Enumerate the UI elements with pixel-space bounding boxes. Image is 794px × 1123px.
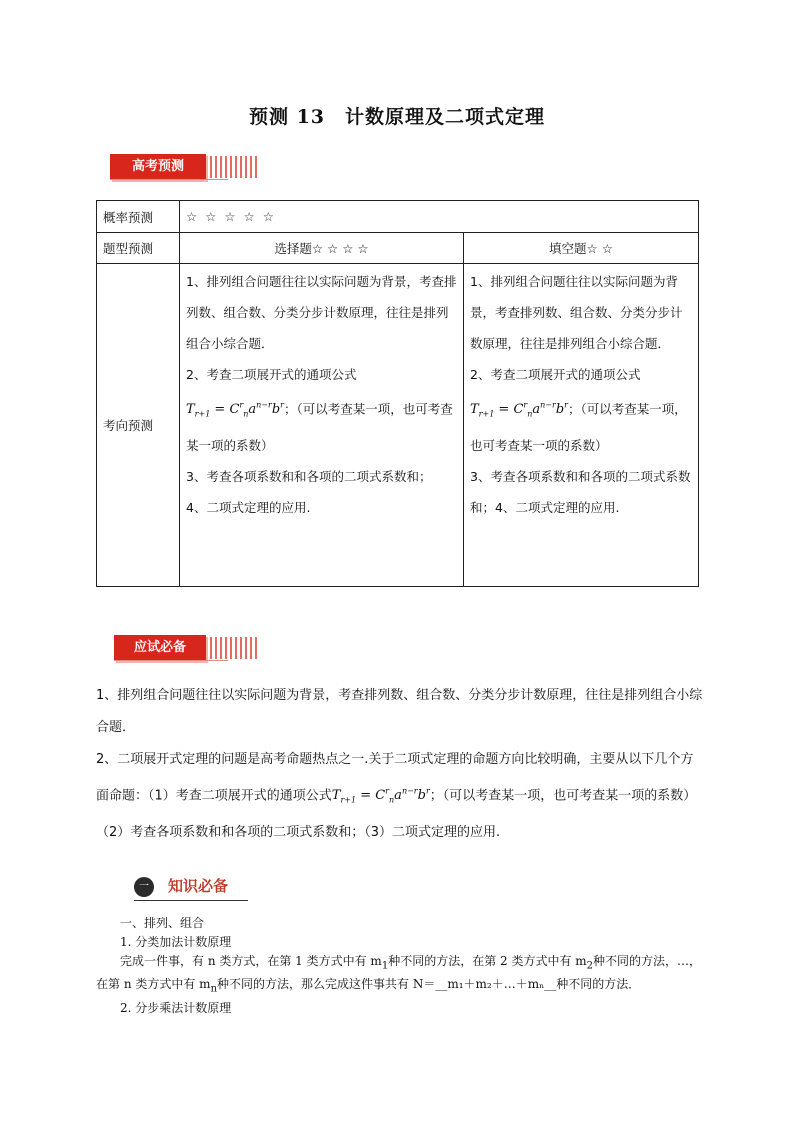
choice-point-3: [186, 390, 457, 461]
general-term-formula: $T_{r+1} = C^r_na^{n-r}b^r$: [470, 401, 568, 419]
page-title: 预测 13 计数原理及二项式定理: [248, 106, 546, 128]
fill-point-3: [470, 390, 692, 461]
fill-point-4: 3、考查各项系数和和各项的二项式系数和；4、二项式定理的应用.: [470, 468, 691, 515]
direction-choice-cell: [180, 264, 464, 587]
multiplication-principle-title: 2. 分步乘法计数原理: [120, 1000, 232, 1015]
banner-yingshi: [114, 635, 234, 661]
addition-text-a: 完成一件事，有 n 类方式，在第 1 类方式中有 m: [120, 954, 382, 968]
type-fill: 填空题☆ ☆: [464, 233, 699, 264]
addition-text-e: 种不同的方法．: [556, 977, 641, 992]
banner-yingshi-label: 应试必备: [114, 635, 206, 661]
section-number-icon: 一: [134, 877, 154, 897]
choice-point-5: 4、二项式定理的应用.: [186, 499, 311, 515]
type-choice: 选择题☆ ☆ ☆ ☆: [180, 233, 464, 264]
section-permutation: 一、排列、组合: [120, 916, 205, 930]
fill-point-1: 1、排列组合问题往往以实际问题为背景，考查排列数、组合数、分类分步计数原理，往往是排列组合小综合题．: [470, 274, 683, 351]
choice-point-3-text: ；（可以考查某一项，也可考查某一项的系数）: [186, 401, 453, 453]
essential-point-2-tail: ；（可以考查某一项，也可考查某一项的系数）（2）考查各项系数和和各项的二项式系数和；（3）二项式定理的应用.: [96, 788, 697, 840]
addition-principle-title: 1. 分类加法计数原理: [120, 935, 232, 949]
addition-text-d: 种不同的方法，那么完成这件事共有 N＝: [217, 977, 436, 992]
choice-point-4: 3、考查各项系数和和各项的二项式系数和；: [186, 468, 432, 484]
general-term-formula: $T_{r+1} = C^r_na^{n-r}b^r$: [331, 787, 430, 805]
banner-stripes: [210, 156, 258, 178]
fill-point-2: 2、考查二项展开式的通项公式: [470, 367, 641, 382]
addition-text-c: 种不同的方法，…，在第 n 类方式中有 m: [96, 954, 702, 992]
choice-point-1: 1、排列组合问题往往以实际问题为背景，考查排列数、组合数、分类分步计数原理，往往是排列组合小综合题．: [186, 274, 457, 351]
general-term-formula: $T_{r+1} = C^r_na^{n-r}b^r$: [186, 401, 284, 419]
addition-principle-body: 完成一件事，有 n 类方式，在第 1 类方式中有 $m_1$种不同的方法，在第 2 类方式中有 $m_2$种不同的方法，…，在第 n 类方式中有 $m_n$种不同的方法，那么完成这件事共有 N＝__m₁＋m₂＋…＋mₙ__种不同的方法．: [96, 954, 702, 995]
direction-fill-cell: [464, 264, 699, 587]
essential-point-2-head: 2、二项展开式定理的问题是高考命题热点之一.关于二项式定理的命题方向比较明确，主要从以下几个方面命题：（1）考查二项展开式的通项公式: [96, 752, 694, 804]
prediction-table: [96, 200, 699, 587]
probability-stars: ☆ ☆ ☆ ☆ ☆: [186, 209, 276, 224]
knowledge-label: 知识必备: [168, 877, 229, 895]
knowledge-content: [96, 914, 706, 1018]
row-label-type: 题型预测: [97, 233, 180, 264]
banner-gaokao-label: 高考预测: [110, 154, 206, 180]
banner-underline: [110, 179, 228, 180]
exam-essentials: [96, 680, 706, 849]
banner-gaokao: [110, 154, 230, 180]
row-label-direction: 考向预测: [97, 264, 180, 587]
banner-underline: [114, 660, 228, 661]
addition-text-b: 种不同的方法，在第 2 类方式中有 m: [388, 954, 587, 968]
choice-point-2: 2、考查二项展开式的通项公式: [186, 367, 357, 382]
fill-point-3-text: ；（可以考查某一项，也可考查某一项的系数）: [470, 401, 687, 453]
essential-point-1: 1、排列组合问题往往以实际问题为背景，考查排列数、组合数、分类分步计数原理，往往是排列组合小综合题．: [96, 688, 703, 735]
knowledge-underline: [134, 900, 248, 901]
knowledge-heading: [134, 874, 248, 902]
addition-answer-blank: __m₁＋m₂＋…＋mₙ__: [435, 977, 557, 992]
essential-point-2: [96, 744, 706, 849]
banner-stripes: [210, 637, 258, 659]
row-label-probability: 概率预测: [97, 201, 180, 233]
